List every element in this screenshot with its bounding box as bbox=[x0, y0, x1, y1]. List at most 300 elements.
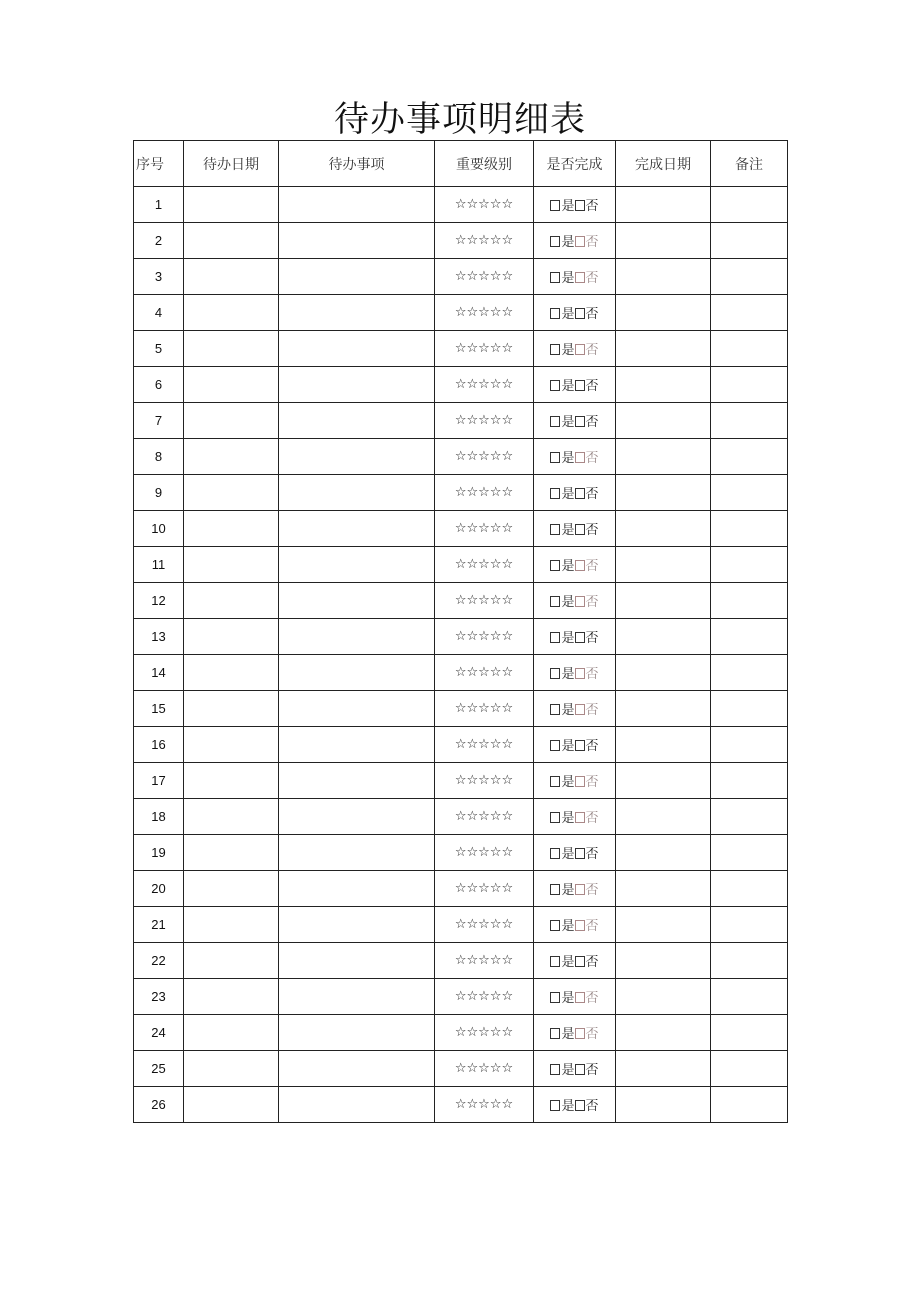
row-number: 12 bbox=[134, 583, 184, 619]
todo-date-cell[interactable] bbox=[184, 907, 279, 943]
no-label: 否 bbox=[585, 919, 599, 934]
completed-cell bbox=[534, 583, 616, 619]
priority-stars[interactable]: ☆☆☆☆☆ bbox=[435, 583, 534, 619]
notes-cell[interactable] bbox=[711, 439, 788, 475]
header-notes: 备注 bbox=[711, 141, 788, 187]
no-label: 否 bbox=[585, 451, 599, 466]
notes-cell[interactable] bbox=[711, 1051, 788, 1087]
no-checkbox[interactable] bbox=[575, 200, 585, 211]
yes-checkbox[interactable] bbox=[550, 596, 560, 607]
yes-checkbox[interactable] bbox=[550, 776, 560, 787]
no-label: 否 bbox=[585, 415, 599, 430]
row-number: 3 bbox=[134, 259, 184, 295]
no-checkbox[interactable] bbox=[575, 308, 585, 319]
done-date-cell[interactable] bbox=[616, 763, 711, 799]
no-checkbox[interactable] bbox=[575, 884, 585, 895]
todo-item-cell[interactable] bbox=[279, 259, 435, 295]
todo-item-cell[interactable] bbox=[279, 691, 435, 727]
priority-stars[interactable]: ☆☆☆☆☆ bbox=[435, 475, 534, 511]
table-row bbox=[134, 259, 788, 295]
done-date-cell[interactable] bbox=[616, 727, 711, 763]
notes-cell[interactable] bbox=[711, 727, 788, 763]
todo-date-cell[interactable] bbox=[184, 655, 279, 691]
priority-stars[interactable]: ☆☆☆☆☆ bbox=[435, 727, 534, 763]
notes-cell[interactable] bbox=[711, 871, 788, 907]
todo-item-cell[interactable] bbox=[279, 367, 435, 403]
no-checkbox[interactable] bbox=[575, 1064, 585, 1075]
notes-cell[interactable] bbox=[711, 1087, 788, 1123]
yes-label: 是 bbox=[561, 775, 575, 790]
done-date-cell[interactable] bbox=[616, 475, 711, 511]
no-label: 否 bbox=[585, 667, 599, 682]
completed-cell bbox=[534, 511, 616, 547]
notes-cell[interactable] bbox=[711, 475, 788, 511]
completed-cell bbox=[534, 403, 616, 439]
todo-item-cell[interactable] bbox=[279, 619, 435, 655]
table-row bbox=[134, 1087, 788, 1123]
no-checkbox[interactable] bbox=[575, 488, 585, 499]
yes-label: 是 bbox=[561, 667, 575, 682]
notes-cell[interactable] bbox=[711, 259, 788, 295]
priority-stars[interactable]: ☆☆☆☆☆ bbox=[435, 511, 534, 547]
no-label: 否 bbox=[585, 703, 599, 718]
yes-label: 是 bbox=[561, 595, 575, 610]
todo-date-cell[interactable] bbox=[184, 331, 279, 367]
table-row bbox=[134, 871, 788, 907]
notes-cell[interactable] bbox=[711, 1015, 788, 1051]
yes-label: 是 bbox=[561, 955, 575, 970]
todo-date-cell[interactable] bbox=[184, 367, 279, 403]
yes-checkbox[interactable] bbox=[550, 668, 560, 679]
yes-checkbox[interactable] bbox=[550, 920, 560, 931]
priority-stars[interactable]: ☆☆☆☆☆ bbox=[435, 691, 534, 727]
yes-label: 是 bbox=[561, 991, 575, 1006]
priority-stars[interactable]: ☆☆☆☆☆ bbox=[435, 871, 534, 907]
done-date-cell[interactable] bbox=[616, 223, 711, 259]
completed-cell bbox=[534, 871, 616, 907]
completed-cell bbox=[534, 259, 616, 295]
table-row bbox=[134, 223, 788, 259]
todo-item-cell[interactable] bbox=[279, 511, 435, 547]
todo-item-cell[interactable] bbox=[279, 1015, 435, 1051]
yes-checkbox[interactable] bbox=[550, 848, 560, 859]
todo-date-cell[interactable] bbox=[184, 871, 279, 907]
todo-date-cell[interactable] bbox=[184, 511, 279, 547]
completed-cell bbox=[534, 691, 616, 727]
priority-stars[interactable]: ☆☆☆☆☆ bbox=[435, 331, 534, 367]
todo-date-cell[interactable] bbox=[184, 259, 279, 295]
table-row bbox=[134, 691, 788, 727]
todo-item-cell[interactable] bbox=[279, 187, 435, 223]
table-row bbox=[134, 655, 788, 691]
no-label: 否 bbox=[585, 991, 599, 1006]
row-number: 14 bbox=[134, 655, 184, 691]
yes-label: 是 bbox=[561, 559, 575, 574]
no-label: 否 bbox=[585, 775, 599, 790]
row-number: 23 bbox=[134, 979, 184, 1015]
row-number: 1 bbox=[134, 187, 184, 223]
table-row bbox=[134, 619, 788, 655]
no-checkbox[interactable] bbox=[575, 776, 585, 787]
row-number: 9 bbox=[134, 475, 184, 511]
todo-item-cell[interactable] bbox=[279, 943, 435, 979]
priority-stars[interactable]: ☆☆☆☆☆ bbox=[435, 259, 534, 295]
yes-checkbox[interactable] bbox=[550, 560, 560, 571]
row-number: 5 bbox=[134, 331, 184, 367]
priority-stars[interactable]: ☆☆☆☆☆ bbox=[435, 295, 534, 331]
todo-item-cell[interactable] bbox=[279, 547, 435, 583]
yes-checkbox[interactable] bbox=[550, 1028, 560, 1039]
completed-cell bbox=[534, 331, 616, 367]
priority-stars[interactable]: ☆☆☆☆☆ bbox=[435, 187, 534, 223]
todo-date-cell[interactable] bbox=[184, 403, 279, 439]
no-checkbox[interactable] bbox=[575, 416, 585, 427]
todo-item-cell[interactable] bbox=[279, 727, 435, 763]
todo-date-cell[interactable] bbox=[184, 1015, 279, 1051]
todo-item-cell[interactable] bbox=[279, 223, 435, 259]
no-label: 否 bbox=[585, 307, 599, 322]
todo-table bbox=[133, 140, 788, 1123]
done-date-cell[interactable] bbox=[616, 187, 711, 223]
todo-date-cell[interactable] bbox=[184, 619, 279, 655]
notes-cell[interactable] bbox=[711, 979, 788, 1015]
todo-item-cell[interactable] bbox=[279, 835, 435, 871]
priority-stars[interactable]: ☆☆☆☆☆ bbox=[435, 1051, 534, 1087]
yes-checkbox[interactable] bbox=[550, 524, 560, 535]
completed-cell bbox=[534, 799, 616, 835]
todo-date-cell[interactable] bbox=[184, 187, 279, 223]
done-date-cell[interactable] bbox=[616, 979, 711, 1015]
todo-date-cell[interactable] bbox=[184, 763, 279, 799]
row-number: 20 bbox=[134, 871, 184, 907]
todo-date-cell[interactable] bbox=[184, 295, 279, 331]
no-checkbox[interactable] bbox=[575, 380, 585, 391]
notes-cell[interactable] bbox=[711, 223, 788, 259]
yes-label: 是 bbox=[561, 523, 575, 538]
row-number: 7 bbox=[134, 403, 184, 439]
completed-cell bbox=[534, 1051, 616, 1087]
row-number: 22 bbox=[134, 943, 184, 979]
yes-label: 是 bbox=[561, 199, 575, 214]
table-row bbox=[134, 835, 788, 871]
table-row bbox=[134, 907, 788, 943]
done-date-cell[interactable] bbox=[616, 691, 711, 727]
no-checkbox[interactable] bbox=[575, 344, 585, 355]
notes-cell[interactable] bbox=[711, 619, 788, 655]
notes-cell[interactable] bbox=[711, 187, 788, 223]
notes-cell[interactable] bbox=[711, 799, 788, 835]
yes-label: 是 bbox=[561, 703, 575, 718]
yes-checkbox[interactable] bbox=[550, 812, 560, 823]
todo-date-cell[interactable] bbox=[184, 943, 279, 979]
todo-item-cell[interactable] bbox=[279, 475, 435, 511]
no-label: 否 bbox=[585, 883, 599, 898]
yes-checkbox[interactable] bbox=[550, 488, 560, 499]
todo-item-cell[interactable] bbox=[279, 1087, 435, 1123]
priority-stars[interactable]: ☆☆☆☆☆ bbox=[435, 979, 534, 1015]
yes-checkbox[interactable] bbox=[550, 344, 560, 355]
completed-cell bbox=[534, 367, 616, 403]
notes-cell[interactable] bbox=[711, 547, 788, 583]
table-row bbox=[134, 1051, 788, 1087]
no-checkbox[interactable] bbox=[575, 812, 585, 823]
no-checkbox[interactable] bbox=[575, 272, 585, 283]
no-label: 否 bbox=[585, 1099, 599, 1114]
no-checkbox[interactable] bbox=[575, 596, 585, 607]
table-row bbox=[134, 943, 788, 979]
table-row bbox=[134, 331, 788, 367]
todo-item-cell[interactable] bbox=[279, 799, 435, 835]
yes-label: 是 bbox=[561, 631, 575, 646]
todo-item-cell[interactable] bbox=[279, 655, 435, 691]
todo-date-cell[interactable] bbox=[184, 223, 279, 259]
todo-date-cell[interactable] bbox=[184, 1051, 279, 1087]
todo-date-cell[interactable] bbox=[184, 979, 279, 1015]
yes-label: 是 bbox=[561, 739, 575, 754]
done-date-cell[interactable] bbox=[616, 403, 711, 439]
header-completed: 是否完成 bbox=[534, 141, 616, 187]
notes-cell[interactable] bbox=[711, 691, 788, 727]
priority-stars[interactable]: ☆☆☆☆☆ bbox=[435, 547, 534, 583]
no-label: 否 bbox=[585, 487, 599, 502]
yes-label: 是 bbox=[561, 235, 575, 250]
completed-cell bbox=[534, 187, 616, 223]
yes-checkbox[interactable] bbox=[550, 236, 560, 247]
completed-cell bbox=[534, 763, 616, 799]
no-checkbox[interactable] bbox=[575, 956, 585, 967]
no-label: 否 bbox=[585, 811, 599, 826]
done-date-cell[interactable] bbox=[616, 907, 711, 943]
row-number: 19 bbox=[134, 835, 184, 871]
yes-checkbox[interactable] bbox=[550, 380, 560, 391]
completed-cell bbox=[534, 547, 616, 583]
no-label: 否 bbox=[585, 1027, 599, 1042]
done-date-cell[interactable] bbox=[616, 439, 711, 475]
row-number: 4 bbox=[134, 295, 184, 331]
todo-date-cell[interactable] bbox=[184, 691, 279, 727]
header-todo-date: 待办日期 bbox=[184, 141, 279, 187]
priority-stars[interactable]: ☆☆☆☆☆ bbox=[435, 799, 534, 835]
yes-checkbox[interactable] bbox=[550, 200, 560, 211]
completed-cell bbox=[534, 835, 616, 871]
todo-date-cell[interactable] bbox=[184, 475, 279, 511]
completed-cell bbox=[534, 943, 616, 979]
yes-checkbox[interactable] bbox=[550, 272, 560, 283]
todo-item-cell[interactable] bbox=[279, 439, 435, 475]
priority-stars[interactable]: ☆☆☆☆☆ bbox=[435, 367, 534, 403]
done-date-cell[interactable] bbox=[616, 547, 711, 583]
notes-cell[interactable] bbox=[711, 403, 788, 439]
todo-item-cell[interactable] bbox=[279, 979, 435, 1015]
table-row bbox=[134, 547, 788, 583]
yes-label: 是 bbox=[561, 1063, 575, 1078]
yes-label: 是 bbox=[561, 271, 575, 286]
table-row bbox=[134, 295, 788, 331]
done-date-cell[interactable] bbox=[616, 1015, 711, 1051]
row-number: 10 bbox=[134, 511, 184, 547]
row-number: 17 bbox=[134, 763, 184, 799]
no-checkbox[interactable] bbox=[575, 740, 585, 751]
yes-label: 是 bbox=[561, 847, 575, 862]
done-date-cell[interactable] bbox=[616, 835, 711, 871]
priority-stars[interactable]: ☆☆☆☆☆ bbox=[435, 943, 534, 979]
done-date-cell[interactable] bbox=[616, 619, 711, 655]
todo-item-cell[interactable] bbox=[279, 583, 435, 619]
done-date-cell[interactable] bbox=[616, 1051, 711, 1087]
yes-checkbox[interactable] bbox=[550, 632, 560, 643]
table-row bbox=[134, 187, 788, 223]
yes-checkbox[interactable] bbox=[550, 416, 560, 427]
table-row bbox=[134, 403, 788, 439]
table-row bbox=[134, 367, 788, 403]
no-label: 否 bbox=[585, 559, 599, 574]
done-date-cell[interactable] bbox=[616, 583, 711, 619]
todo-date-cell[interactable] bbox=[184, 583, 279, 619]
todo-item-cell[interactable] bbox=[279, 331, 435, 367]
no-checkbox[interactable] bbox=[575, 236, 585, 247]
todo-date-cell[interactable] bbox=[184, 835, 279, 871]
yes-checkbox[interactable] bbox=[550, 1064, 560, 1075]
done-date-cell[interactable] bbox=[616, 511, 711, 547]
done-date-cell[interactable] bbox=[616, 799, 711, 835]
no-label: 否 bbox=[585, 847, 599, 862]
done-date-cell[interactable] bbox=[616, 655, 711, 691]
yes-checkbox[interactable] bbox=[550, 884, 560, 895]
completed-cell bbox=[534, 655, 616, 691]
yes-checkbox[interactable] bbox=[550, 704, 560, 715]
no-label: 否 bbox=[585, 271, 599, 286]
completed-cell bbox=[534, 979, 616, 1015]
yes-label: 是 bbox=[561, 883, 575, 898]
no-checkbox[interactable] bbox=[575, 524, 585, 535]
notes-cell[interactable] bbox=[711, 367, 788, 403]
done-date-cell[interactable] bbox=[616, 1087, 711, 1123]
priority-stars[interactable]: ☆☆☆☆☆ bbox=[435, 1087, 534, 1123]
completed-cell bbox=[534, 295, 616, 331]
yes-label: 是 bbox=[561, 343, 575, 358]
yes-checkbox[interactable] bbox=[550, 1100, 560, 1111]
no-checkbox[interactable] bbox=[575, 704, 585, 715]
todo-item-cell[interactable] bbox=[279, 1051, 435, 1087]
no-checkbox[interactable] bbox=[575, 920, 585, 931]
notes-cell[interactable] bbox=[711, 295, 788, 331]
no-checkbox[interactable] bbox=[575, 1100, 585, 1111]
todo-date-cell[interactable] bbox=[184, 727, 279, 763]
yes-label: 是 bbox=[561, 811, 575, 826]
header-done-date: 完成日期 bbox=[616, 141, 711, 187]
todo-date-cell[interactable] bbox=[184, 1087, 279, 1123]
priority-stars[interactable]: ☆☆☆☆☆ bbox=[435, 403, 534, 439]
notes-cell[interactable] bbox=[711, 331, 788, 367]
row-number: 11 bbox=[134, 547, 184, 583]
yes-label: 是 bbox=[561, 415, 575, 430]
row-number: 15 bbox=[134, 691, 184, 727]
done-date-cell[interactable] bbox=[616, 295, 711, 331]
no-checkbox[interactable] bbox=[575, 452, 585, 463]
priority-stars[interactable]: ☆☆☆☆☆ bbox=[435, 907, 534, 943]
priority-stars[interactable]: ☆☆☆☆☆ bbox=[435, 835, 534, 871]
todo-item-cell[interactable] bbox=[279, 295, 435, 331]
no-label: 否 bbox=[585, 955, 599, 970]
todo-date-cell[interactable] bbox=[184, 439, 279, 475]
done-date-cell[interactable] bbox=[616, 331, 711, 367]
page-title: 待办事项明细表 bbox=[333, 100, 586, 140]
priority-stars[interactable]: ☆☆☆☆☆ bbox=[435, 1015, 534, 1051]
completed-cell bbox=[534, 439, 616, 475]
no-checkbox[interactable] bbox=[575, 560, 585, 571]
notes-cell[interactable] bbox=[711, 907, 788, 943]
notes-cell[interactable] bbox=[711, 835, 788, 871]
priority-stars[interactable]: ☆☆☆☆☆ bbox=[435, 223, 534, 259]
done-date-cell[interactable] bbox=[616, 943, 711, 979]
completed-cell bbox=[534, 1015, 616, 1051]
row-number: 2 bbox=[134, 223, 184, 259]
notes-cell[interactable] bbox=[711, 511, 788, 547]
priority-stars[interactable]: ☆☆☆☆☆ bbox=[435, 619, 534, 655]
notes-cell[interactable] bbox=[711, 943, 788, 979]
row-number: 21 bbox=[134, 907, 184, 943]
no-label: 否 bbox=[585, 631, 599, 646]
no-label: 否 bbox=[585, 199, 599, 214]
todo-item-cell[interactable] bbox=[279, 763, 435, 799]
header-priority: 重要级别 bbox=[435, 141, 534, 187]
yes-checkbox[interactable] bbox=[550, 308, 560, 319]
todo-date-cell[interactable] bbox=[184, 799, 279, 835]
yes-checkbox[interactable] bbox=[550, 740, 560, 751]
notes-cell[interactable] bbox=[711, 763, 788, 799]
yes-label: 是 bbox=[561, 307, 575, 322]
completed-cell bbox=[534, 223, 616, 259]
todo-item-cell[interactable] bbox=[279, 907, 435, 943]
yes-label: 是 bbox=[561, 379, 575, 394]
priority-stars[interactable]: ☆☆☆☆☆ bbox=[435, 655, 534, 691]
yes-label: 是 bbox=[561, 451, 575, 466]
header-seq: 序号 bbox=[134, 141, 184, 187]
row-number: 18 bbox=[134, 799, 184, 835]
priority-stars[interactable]: ☆☆☆☆☆ bbox=[435, 439, 534, 475]
row-number: 8 bbox=[134, 439, 184, 475]
no-label: 否 bbox=[585, 1063, 599, 1078]
done-date-cell[interactable] bbox=[616, 367, 711, 403]
no-checkbox[interactable] bbox=[575, 992, 585, 1003]
yes-checkbox[interactable] bbox=[550, 956, 560, 967]
todo-item-cell[interactable] bbox=[279, 403, 435, 439]
yes-checkbox[interactable] bbox=[550, 992, 560, 1003]
table-row bbox=[134, 511, 788, 547]
yes-label: 是 bbox=[561, 1027, 575, 1042]
done-date-cell[interactable] bbox=[616, 871, 711, 907]
no-checkbox[interactable] bbox=[575, 668, 585, 679]
no-checkbox[interactable] bbox=[575, 1028, 585, 1039]
notes-cell[interactable] bbox=[711, 583, 788, 619]
table-row bbox=[134, 583, 788, 619]
no-label: 否 bbox=[585, 379, 599, 394]
todo-item-cell[interactable] bbox=[279, 871, 435, 907]
yes-checkbox[interactable] bbox=[550, 452, 560, 463]
completed-cell bbox=[534, 475, 616, 511]
done-date-cell[interactable] bbox=[616, 259, 711, 295]
no-checkbox[interactable] bbox=[575, 632, 585, 643]
table-row bbox=[134, 979, 788, 1015]
notes-cell[interactable] bbox=[711, 655, 788, 691]
priority-stars[interactable]: ☆☆☆☆☆ bbox=[435, 763, 534, 799]
no-checkbox[interactable] bbox=[575, 848, 585, 859]
todo-date-cell[interactable] bbox=[184, 547, 279, 583]
yes-label: 是 bbox=[561, 487, 575, 502]
yes-label: 是 bbox=[561, 1099, 575, 1114]
no-label: 否 bbox=[585, 595, 599, 610]
header-todo-item: 待办事项 bbox=[279, 141, 435, 187]
